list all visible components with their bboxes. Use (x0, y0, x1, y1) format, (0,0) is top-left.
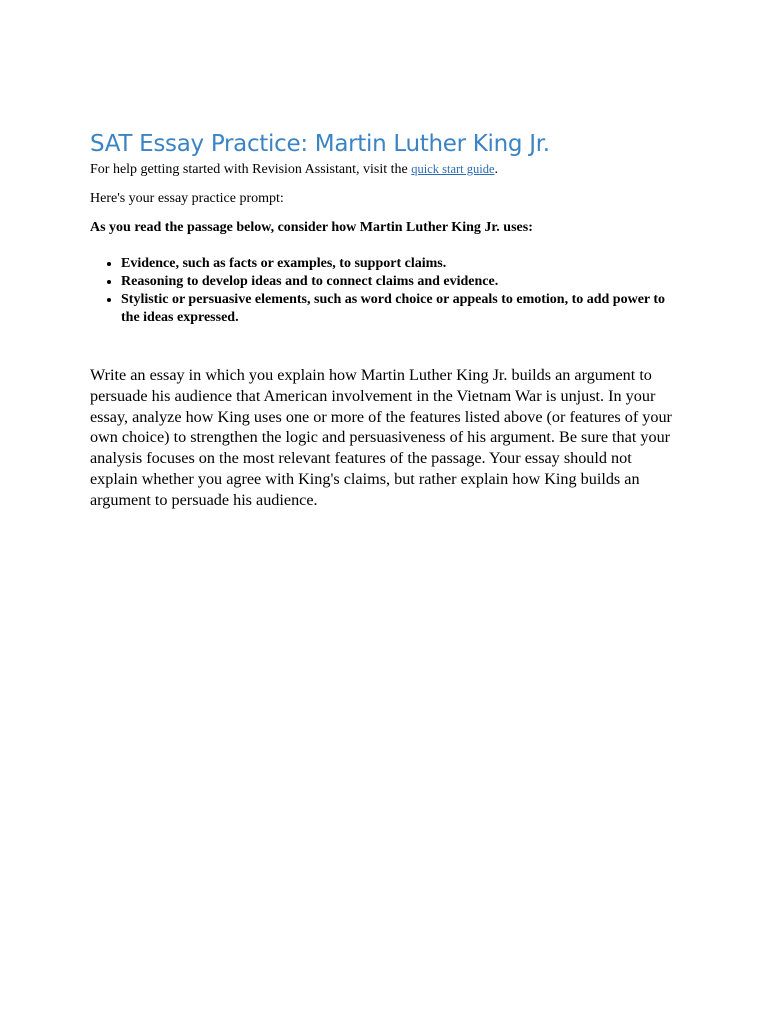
help-text: For help getting started with Revision Assistant, visit the (90, 162, 412, 177)
page-title: SAT Essay Practice: Martin Luther King Jr. (90, 131, 550, 157)
feature-list (90, 255, 678, 327)
prompt-instruction: As you read the passage below, consider how Martin Luther King Jr. uses: (90, 220, 533, 235)
feature-item-reasoning: • Reasoning to develop ideas and to connect claims and evidence. (121, 273, 678, 291)
feature-item-stylistic: • Stylistic or persuasive elements, such as word choice or appeals to emotion, to add power to the ideas expressed. (121, 291, 678, 327)
essay-task: Write an essay in which you explain how Martin Luther King Jr. builds an argument to persuade his audience that American involvement in the Vietnam War is unjust. In your essay, analyze how King uses one or more of the features listed above (or features of your own choice) to strengthen the logic and persuasiveness of his argument. Be sure that your analysis focuses on the most relevant features of the passage. Your essay should not explain whether you agree with King's claims, but rather explain how King builds an argument to persuade his audience. (90, 366, 672, 509)
help-line (90, 160, 678, 179)
prompt-intro: Here's your essay practice prompt: (90, 191, 284, 206)
feature-item-evidence: • Evidence, such as facts or examples, to support claims. (121, 255, 678, 273)
quick-start-guide-link[interactable]: quick start guide (411, 162, 495, 176)
help-text-period: . (494, 162, 499, 177)
